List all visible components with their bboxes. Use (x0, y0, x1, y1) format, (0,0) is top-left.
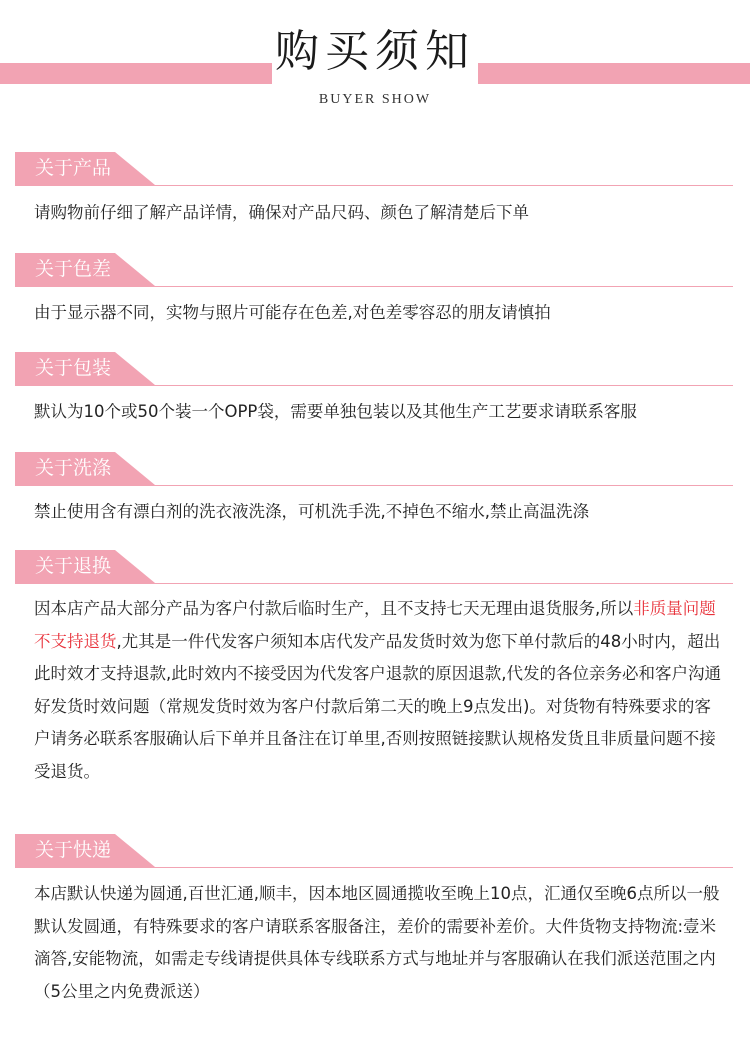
section-text-returns (34, 593, 724, 788)
section-title: 关于包装 (35, 357, 112, 379)
section-title: 关于快递 (35, 839, 112, 861)
section-header-packaging (15, 352, 733, 386)
section-title: 关于色差 (35, 258, 112, 280)
section-text-shipping: 本店默认快递为圆通,百世汇通,顺丰，因本地区圆通揽收至晚上10点，汇通仅至晚6点所以一般默认发圆通，有特殊要求的客户请联系客服备注，差价的需要补差价。大件货物支持物流:壹米滴答,安能物流，如需走专线请提供具体专线联系方式与地址并与客服确认在我们派送范围之内（5公里之内免费派送） (34, 884, 720, 1001)
returns-text-after: ,尤其是一件代发客户须知本店代发产品发货时效为您下单付款后的48小时内，超出此时效才支持退款,此时效内不接受因为代发客户退款的原因退款,代发的各位亲务必和客户沟通好发货时效问题（常规发货时效为客户付款后第二天的晚上9点发出)。对货物有特殊要求的客户请务必联系客服确认后下单并且备注在订单里,否则按照链接默认规格发货且非质量问题不接受退货。 (34, 631, 721, 781)
section-header-washing (15, 452, 733, 486)
section-header-product (15, 152, 733, 186)
section-text-color: 由于显示器不同，实物与照片可能存在色差,对色差零容忍的朋友请慎拍 (34, 303, 551, 322)
returns-highlight: 非质量问题不支持退货 (34, 599, 716, 651)
section-text-packaging: 默认为10个或50个装一个OPP袋，需要单独包装以及其他生产工艺要求请联系客服 (34, 402, 637, 421)
page-subtitle: BUYER SHOW (318, 92, 432, 107)
section-title: 关于产品 (35, 157, 112, 179)
returns-text-before: 因本店产品大部分产品为客户付款后临时生产，且不支持七天无理由退货服务,所以 (34, 599, 634, 618)
section-text-washing: 禁止使用含有漂白剂的洗衣液洗涤，可机洗手洗,不掉色不缩水,禁止高温洗涤 (34, 502, 589, 521)
section-header-returns (15, 550, 733, 584)
section-text-product: 请购物前仔细了解产品详情，确保对产品尺码、颜色了解清楚后下单 (34, 203, 529, 222)
section-title: 关于退换 (35, 555, 112, 577)
section-header-shipping (15, 834, 733, 868)
page-title: 购买须知 (275, 26, 475, 77)
section-title: 关于洗涤 (35, 457, 112, 479)
section-header-color (15, 253, 733, 287)
